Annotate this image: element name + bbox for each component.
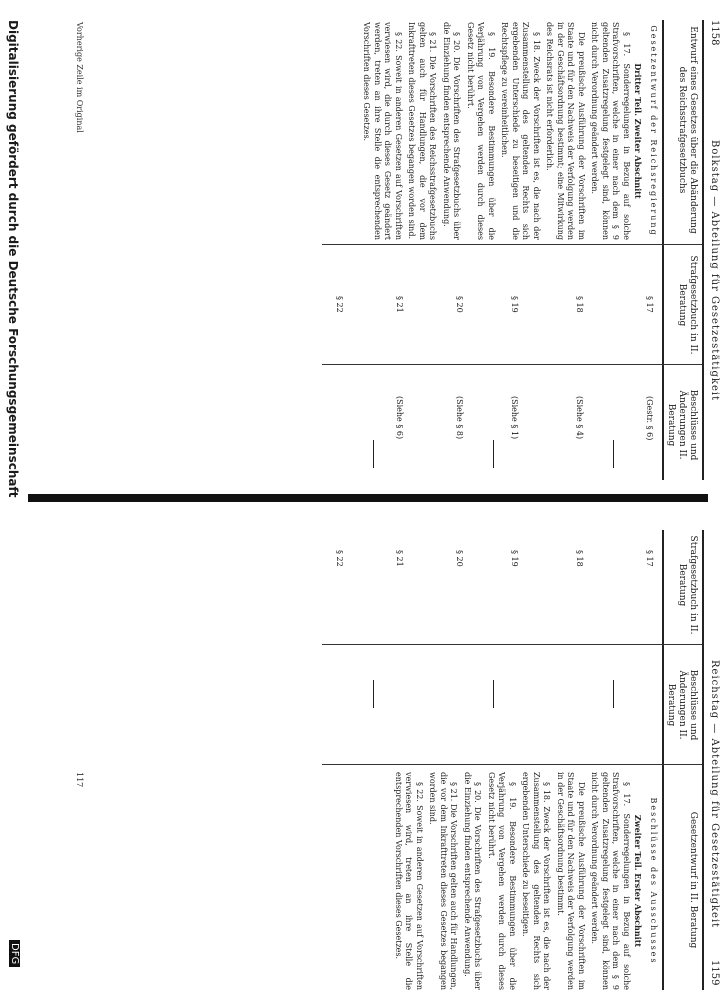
text-paragraph: § 22. Soweit in anderen Gesetzen auf Vorschriften verwiesen wird, treten an ihre Stelle die entsprechenden Vorschriften dieses Gesetzes. — [394, 772, 424, 990]
margin-ref: § 19 — [510, 296, 519, 313]
text-paragraph: § 18. Zweck der Vorschriften ist es, die nach der Zusammenstellung des geltenden Rechts sich ergebenden Unterschiede zu beseitigen. — [521, 772, 552, 990]
margin-ref: § 19 — [510, 550, 519, 567]
text-paragraph: § 19. Besondere Bestimmungen über die Verjährung von Vergehen werden durch dieses Gesetz nicht berührt. — [487, 772, 517, 990]
text-paragraph: § 21. Die Vorschriften des Reichsstrafgesetzbuchs gelten auch für Handlungen, die vor dem Inkrafttreten dieses Gesetzes begangen worden sind. — [407, 22, 438, 240]
section-title: Gesetzentwurf der Reichsregierung — [649, 25, 658, 237]
running-head: Bolkstag — Abteilung für Gesetzestätigkeit — [709, 140, 720, 402]
margin-ref: § 21 — [395, 550, 404, 567]
dash-mark — [493, 680, 494, 708]
section-title: Beschlüsse des Ausschusses — [649, 797, 658, 965]
dash-mark — [373, 440, 374, 468]
dash-mark — [373, 680, 374, 708]
column-head-changes: Beschlüsse und Änderungen II. Beratung — [666, 389, 698, 461]
bottom-note: Vorherige Zeile im Original — [75, 22, 84, 133]
side-note: (Siehe § 6) — [395, 396, 404, 440]
margin-ref: § 20 — [455, 550, 464, 567]
text-paragraph: § 20. Die Vorschriften des Strafgesetzbuchs über die Einziehung finden entsprechende Anwendung. — [442, 22, 462, 240]
column-head-rule — [662, 530, 664, 990]
margin-ref: § 22 — [335, 550, 344, 567]
page-number: 1159 — [709, 960, 720, 986]
funding-strip — [0, 0, 24, 1000]
text-paragraph: § 17. Sonderregelungen in Bezug auf solche Strafvorschriften, welche in einer nach dem § 9 geltenden Zusatzregelung festgelegt sind, können nicht durch Verordnung geändert werden. — [590, 22, 631, 240]
side-note: (Siehe § 1) — [510, 396, 519, 440]
text-paragraph: Die preußische Ausführung der Vorschriften im Staate und für den Nachweis der Verfolgung werden in der Geschäftsordnung bestimmt; eine Mitwirkung des Reichsrats ist nicht erforderlich. — [545, 22, 586, 240]
margin-ref: § 21 — [395, 296, 404, 313]
header-rule — [702, 20, 704, 480]
column-rule — [322, 764, 702, 765]
margin-ref: § 17 — [645, 296, 654, 313]
dash-mark — [493, 440, 494, 468]
text-paragraph: § 21. Die Vorschriften gelten auch für Handlungen, die vor dem Inkrafttreten dieses Gesetzes begangen worden sind. — [428, 772, 459, 990]
column-head-text: Entwurf eines Gesetzes über die Abänderung des Reichsstrafgesetzbuchs — [677, 26, 698, 234]
funding-line: Digitalisierung gefördert durch die Deutsche Forschungsgemeinschaft — [6, 20, 20, 498]
column-head-changes: Beschlüsse und Änderungen II. Beratung — [666, 669, 698, 741]
text-paragraph: § 19. Besondere Bestimmungen über die Verjährung von Vergehen werden durch dieses Gesetz nicht berührt. — [466, 22, 496, 240]
side-note: (Siehe § 4) — [575, 396, 584, 440]
dash-mark — [613, 440, 614, 468]
column-head-model: Strafgesetzbuch in II. Beratung — [677, 255, 698, 355]
text-paragraph: § 20. Die Vorschriften des Strafgesetzbuchs über die Einziehung finden entsprechende Anwendung. — [463, 772, 483, 990]
margin-ref: § 17 — [645, 550, 654, 567]
column-rule — [322, 644, 702, 645]
margin-ref: § 20 — [455, 296, 464, 313]
page-foot: 117 — [75, 772, 84, 788]
header-rule — [702, 530, 704, 990]
side-note: (Gestr. § 6) — [645, 396, 654, 441]
column-head-rule — [662, 20, 664, 480]
column-head-text: Gesetzentwurf in II. Beratung — [688, 811, 698, 949]
sub-heading: Zweiter Teil. Erster Abschnitt — [633, 814, 644, 948]
column-head-model: Strafgesetzbuch in II. Beratung — [677, 535, 698, 635]
page-number: 1158 — [709, 20, 720, 46]
margin-ref: § 18 — [575, 296, 584, 313]
dash-mark — [613, 680, 614, 708]
text-paragraph: § 17. Sonderregelungen in Bezug auf solche Strafvorschriften, welche in einer nach dem § 9 geltenden Zusatzregelung festgelegt sind, können nicht durch Verordnung geändert werden. — [590, 772, 631, 990]
main-text-column — [100, 772, 660, 990]
column-rule — [322, 364, 702, 365]
upper-page — [0, 0, 724, 490]
text-paragraph: § 18. Zweck der Vorschriften ist es, die nach der Zusammenstellung des geltenden Rechts sich ergebenden Unterschiede zu beseitigen und die Rechtspflege zu vereinheitlichen. — [500, 22, 541, 240]
text-paragraph: Die preußische Ausführung der Vorschriften im Staate und für den Nachweis der Verfolgung werden in der Geschäftsordnung bestimmt. — [556, 772, 586, 990]
lower-page — [0, 510, 724, 1000]
margin-ref: § 18 — [575, 550, 584, 567]
main-text-column — [200, 22, 660, 240]
column-rule — [322, 244, 702, 245]
side-note: (Siehe § 8) — [455, 396, 464, 440]
gutter-shadow — [28, 494, 708, 502]
margin-ref: § 22 — [335, 296, 344, 313]
dfg-logo: DFG — [9, 940, 20, 967]
text-paragraph: § 22. Soweit in anderen Gesetzen auf Vorschriften verwiesen wird, die durch dieses Gesetz geändert werden, treten an ihre Stelle die entsprechenden Vorschriften dieses Gesetzes. — [362, 22, 403, 240]
running-head: Reichstag — Abteilung für Gesetzestätigkeit — [709, 660, 720, 929]
sub-heading: Dritter Teil. Zweiter Abschnitt — [633, 63, 644, 199]
